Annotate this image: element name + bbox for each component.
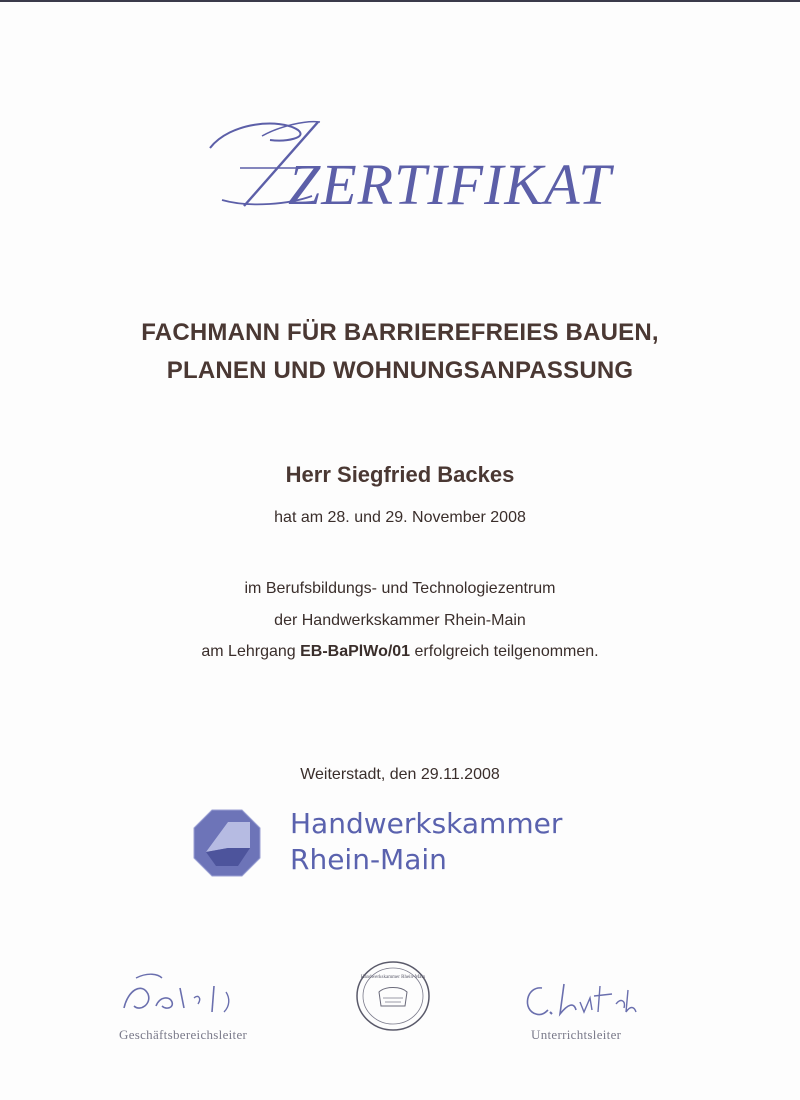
right-signature bbox=[520, 980, 640, 1024]
place-date: Weiterstadt, den 29.11.2008 bbox=[300, 766, 500, 783]
top-border-line bbox=[0, 0, 800, 2]
course-title-line2: PLANEN UND WOHNUNGSANPASSUNG bbox=[166, 357, 634, 384]
right-signature-role: Unterrichtsleiter bbox=[531, 1027, 622, 1042]
issuer-logo-line2: Rhein-Main bbox=[290, 843, 447, 876]
issuer-logo bbox=[192, 806, 612, 886]
course-title-line1: FACHMANN FÜR BARRIEREFREIES BAUEN, bbox=[141, 319, 659, 346]
body-line-2: der Handwerkskammer Rhein-Main bbox=[274, 612, 526, 629]
left-signature bbox=[118, 968, 258, 1028]
certificate-title-text: ZERTIFIKAT bbox=[288, 152, 612, 217]
body-line-3 bbox=[0, 643, 800, 661]
body-line-3-prefix: am Lehrgang bbox=[201, 643, 296, 660]
certificate-title-graphic bbox=[170, 108, 630, 218]
left-signature-role: Geschäftsbereichsleiter bbox=[119, 1027, 248, 1042]
official-seal-text: Handwerkskammer Rhein-Main bbox=[360, 975, 426, 980]
recipient-name: Herr Siegfried Backes bbox=[285, 462, 515, 487]
issuer-logo-line1: Handwerkskammer bbox=[290, 807, 563, 840]
course-title bbox=[0, 314, 800, 390]
course-code: EB-BaPlWo/01 bbox=[300, 643, 411, 660]
official-seal bbox=[355, 960, 431, 1032]
certificate-title bbox=[0, 108, 800, 218]
body-line-3-suffix: erfolgreich teilgenommen. bbox=[414, 643, 599, 660]
issuer-logo-wordmark bbox=[290, 806, 562, 878]
dates-line: hat am 28. und 29. November 2008 bbox=[274, 509, 526, 526]
body-line-1: im Berufsbildungs- und Technologiezentrum bbox=[244, 580, 556, 597]
issuer-logo-icon bbox=[192, 808, 262, 878]
